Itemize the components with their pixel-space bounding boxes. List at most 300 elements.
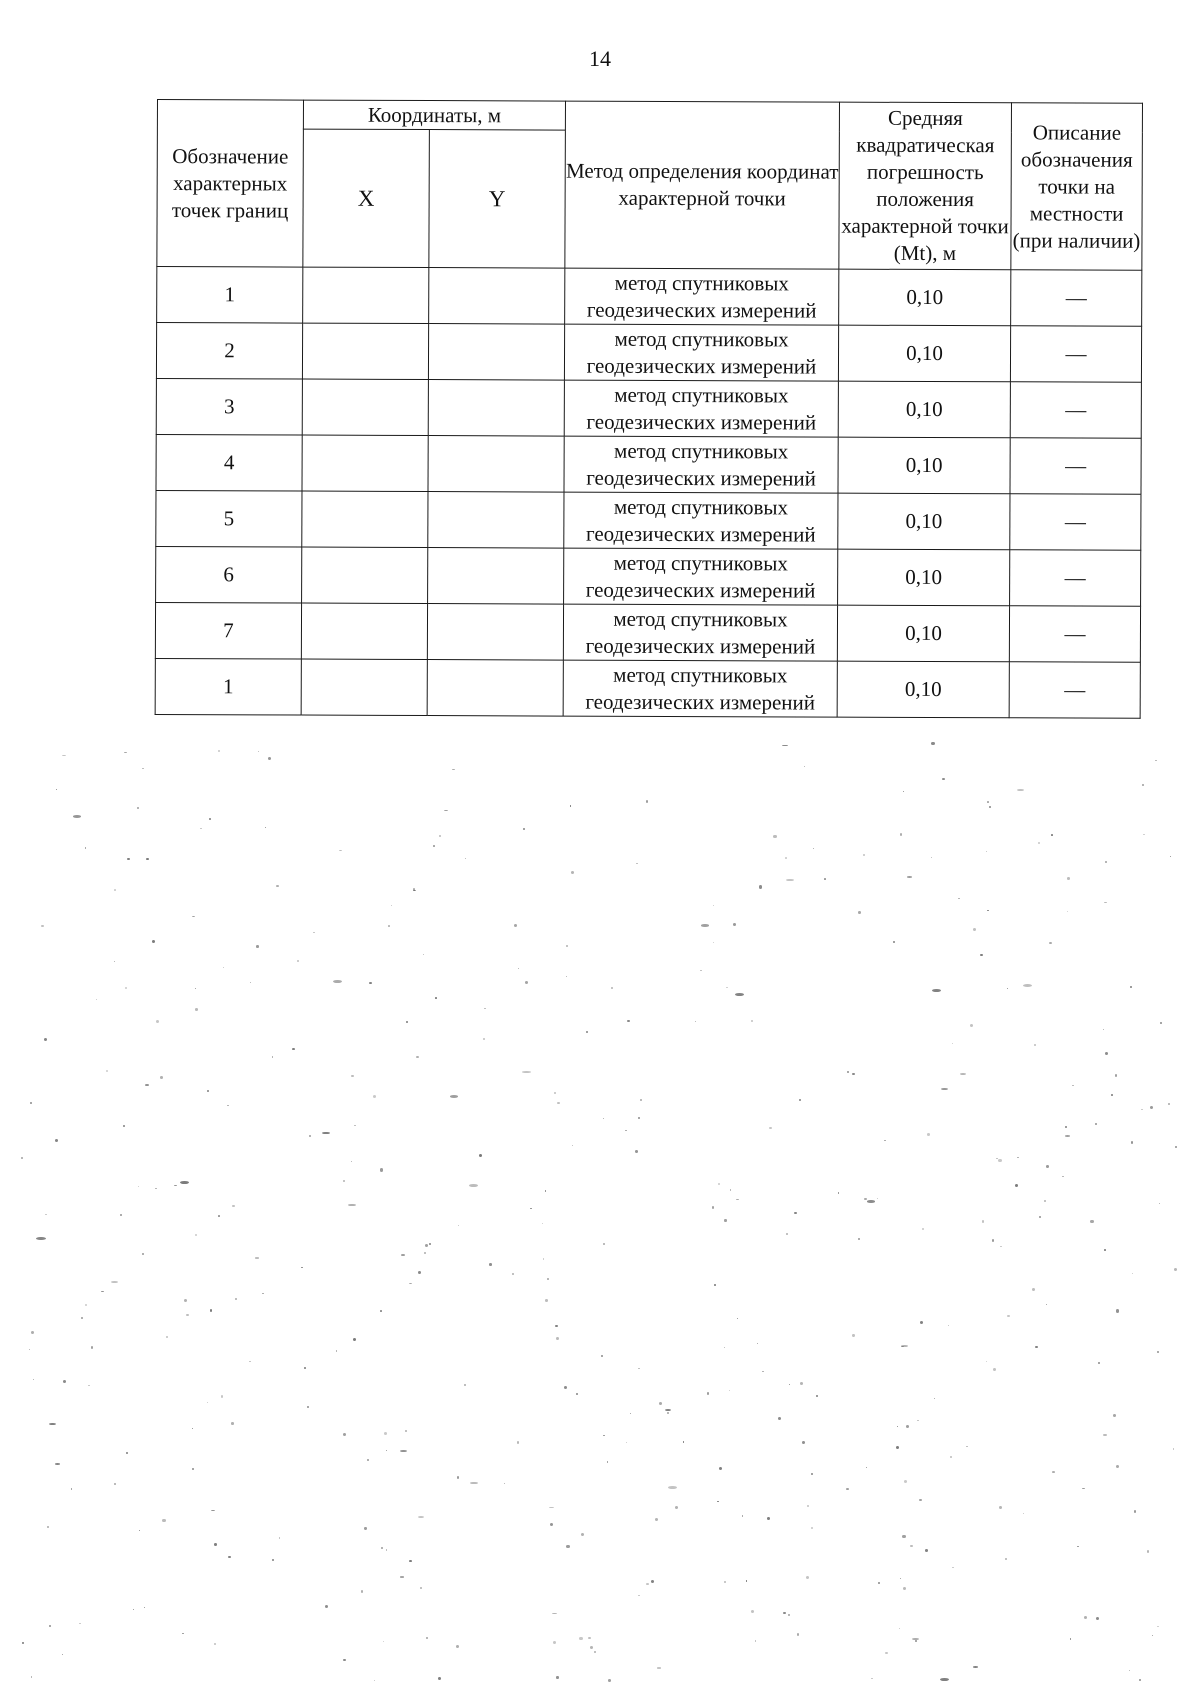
cell-accuracy: 0,10 [838,549,1010,606]
scan-speck [1000,1246,1002,1247]
scan-speck [751,1610,754,1613]
scan-speck [152,940,155,943]
scan-speck [192,1428,194,1429]
scan-speck [268,757,271,760]
scan-speck [1023,984,1033,987]
scan-speck [730,1189,732,1191]
cell-description: — [1009,662,1140,719]
scan-speck [920,1321,923,1324]
scan-speck [33,1379,34,1380]
scan-speck [626,1442,627,1443]
scan-speck [885,1652,888,1655]
scan-speck [255,1257,259,1258]
scan-speck [406,1021,408,1023]
scan-speck [932,989,941,992]
scan-speck [322,1132,330,1135]
scan-speck [250,982,251,983]
scan-speck [786,1233,788,1235]
scan-speck [336,1350,338,1352]
scan-speck [272,1559,274,1561]
scan-speck [400,1450,407,1452]
scan-speck [651,1580,654,1583]
scan-speck [512,1273,514,1275]
scan-speck [1044,1200,1046,1202]
scan-speck [49,1625,51,1627]
scan-speck [903,791,904,792]
scan-speck [85,1304,88,1307]
scan-speck [1023,1513,1025,1515]
scan-speck [640,1099,642,1101]
scan-speck [1168,1103,1170,1105]
scan-speck [1098,1362,1100,1364]
scan-speck [235,1298,237,1300]
scan-speck [871,1678,873,1680]
scan-speck [211,1510,216,1512]
cell-y [427,604,563,661]
scan-speck [813,848,815,850]
scan-speck [659,1402,662,1405]
scan-speck [369,982,372,984]
cell-point: 3 [156,378,302,435]
scan-speck [907,876,913,878]
scan-speck [566,945,568,947]
scan-speck [1065,1135,1070,1137]
scan-speck [657,1667,661,1669]
scan-speck [1105,1052,1108,1055]
scan-speck [735,993,744,996]
scan-speck [950,1456,952,1458]
cell-y [429,268,565,325]
header-method: Метод определения координат характерной точки [565,101,840,269]
scan-speck [992,1239,995,1242]
scan-speck [1113,1414,1116,1417]
scan-speck [142,1253,144,1255]
scan-speck [145,1084,148,1086]
scan-speck [993,1368,996,1371]
scan-speck [571,871,574,874]
scan-speck [155,1188,157,1189]
scan-speck [1035,1346,1038,1349]
scan-speck [479,1154,482,1157]
header-coordinates: Координаты, м [303,100,565,130]
cell-y [427,660,563,717]
scan-speck [922,1228,924,1230]
scan-speck [712,1206,715,1209]
cell-description: — [1010,550,1141,607]
scan-speck [940,1678,949,1681]
scan-speck [469,1184,479,1187]
scan-speck [746,1580,748,1582]
scan-speck [838,1192,840,1194]
scan-speck [1095,1123,1097,1125]
scan-speck [973,1666,978,1668]
scan-speck [218,750,220,752]
scan-speck [106,1070,108,1072]
table-row [156,434,1141,494]
scan-speck [85,847,87,849]
scan-speck [1096,1617,1099,1620]
scan-speck [162,1519,165,1522]
scan-speck [1065,1126,1067,1128]
cell-point: 5 [156,490,302,547]
cell-method: метод спутниковых геодезических измерений [564,492,838,549]
scan-speck [1175,1146,1177,1148]
scan-speck [114,1483,116,1485]
scan-speck [987,801,989,803]
header-accuracy: Средняя квадратическая погрешность положения характерной точки (Mt), м [839,102,1012,270]
scan-speck [545,1299,548,1302]
scan-speck [1134,1510,1137,1513]
scan-speck [958,898,959,899]
scan-speck [174,1185,177,1187]
scan-speck [553,1641,556,1644]
scan-speck [31,1676,33,1678]
scan-speck [586,1031,589,1034]
scan-speck [778,1417,781,1420]
scan-speck [646,1583,649,1585]
scan-speck [405,1430,407,1432]
scan-speck [713,942,714,943]
scan-speck [62,1654,63,1655]
scan-speck [948,1325,949,1326]
scan-speck [184,1299,187,1302]
scan-speck [514,924,517,927]
header-point-label: Обозначение характерных точек границ [157,100,304,268]
scan-speck [588,1637,591,1639]
scan-speck [124,752,126,753]
scan-speck [160,1076,163,1079]
scan-speck [1015,1184,1018,1187]
scan-speck [636,863,638,865]
scan-speck [272,1056,274,1058]
scan-speck [1131,1141,1134,1144]
scan-speck [1046,1304,1047,1305]
scan-speck [343,1180,345,1182]
scan-speck [120,1214,122,1216]
cell-accuracy: 0,10 [839,269,1011,326]
scan-speck [195,1008,198,1011]
scan-speck [1157,1626,1160,1628]
scan-speck [884,1140,886,1141]
scan-speck [343,1433,346,1436]
scan-speck [258,751,259,752]
scan-speck [391,905,393,907]
scan-speck [788,1614,789,1615]
scan-speck [576,1393,578,1395]
scan-speck [601,1355,603,1357]
scan-speck [800,1382,803,1385]
scan-speck [1007,988,1009,989]
scan-speck [517,1441,520,1444]
scan-speck [1139,1679,1141,1681]
scan-speck [423,954,424,955]
scan-speck [683,1441,684,1442]
scan-speck [79,1623,80,1624]
scan-speck [987,910,989,912]
scan-speck [279,1537,281,1539]
scan-speck [126,1452,128,1454]
cell-x [302,547,428,603]
scan-speck [1104,1249,1106,1251]
scan-speck [307,1406,309,1408]
scan-speck [665,1409,672,1411]
cell-method: метод спутниковых геодезических измерений [564,436,838,493]
scan-speck [276,885,279,887]
scan-speck [210,1309,213,1312]
scan-speck [182,1633,184,1634]
scan-speck [297,960,299,962]
scan-speck [1111,1094,1113,1096]
scan-speck [786,879,794,882]
scan-speck [63,1380,66,1383]
scan-speck [138,1186,139,1187]
scan-speck [931,742,934,745]
scan-speck [522,1071,532,1073]
scan-speck [166,1336,168,1338]
scan-speck [713,905,714,906]
cell-point: 1 [155,658,301,715]
scan-speck [1143,834,1146,836]
scan-speck [1157,1351,1159,1353]
scan-speck [896,1446,899,1449]
scan-speck [439,835,441,837]
scan-speck [409,1560,412,1562]
scan-speck [1005,1558,1007,1560]
scan-speck [552,1613,557,1614]
scan-speck [137,807,139,809]
scan-speck [1077,1546,1079,1547]
scan-speck [572,1145,573,1146]
scan-speck [797,1633,800,1636]
table-row [157,267,1142,327]
scan-speck [1067,877,1070,880]
scan-speck [367,1459,369,1461]
scan-speck [301,1267,303,1269]
scan-speck [464,1384,466,1386]
cell-description: — [1010,382,1141,439]
scan-speck [902,1535,905,1538]
scan-speck [701,924,708,926]
scan-speck [866,1467,867,1468]
scan-speck [973,928,976,931]
scan-speck [231,1422,234,1425]
cell-method: метод спутниковых геодезических измерений [563,660,837,717]
scan-speck [811,1473,814,1476]
scan-speck [769,1127,771,1129]
scan-speck [1104,902,1107,904]
scan-speck [384,1432,387,1435]
scan-speck [313,932,315,934]
scan-speck [646,800,649,803]
table-row [155,602,1140,662]
scan-speck [21,1157,23,1159]
scan-speck [603,1118,604,1119]
scan-speck [897,1426,898,1427]
scan-speck [424,1252,427,1255]
scan-speck [785,857,787,859]
scan-speck [742,1515,744,1517]
scan-speck [724,1219,726,1221]
cell-y [428,324,564,381]
scan-speck [29,1349,30,1350]
scan-speck [523,828,526,831]
scan-speck [608,1679,611,1682]
scan-speck [49,1423,56,1425]
table-row [155,658,1140,718]
scan-speck [465,858,466,859]
table-row [156,378,1141,438]
scan-speck [668,1486,677,1489]
scan-speck [675,1506,678,1509]
scan-speck [221,1395,224,1398]
scan-speck [590,1646,593,1649]
cell-x [301,659,427,715]
scan-speck [724,1347,725,1348]
scan-speck [265,827,266,828]
scan-speck [635,1150,638,1153]
scan-speck [1067,911,1068,912]
scan-speck [207,1090,209,1092]
scan-speck [518,968,519,969]
scan-speck [416,1056,419,1058]
scan-speck [400,1576,404,1577]
scan-speck [989,806,991,808]
cell-point: 7 [155,602,301,659]
scan-speck [707,1392,709,1394]
cell-description: — [1009,606,1140,663]
scan-speck [227,1105,228,1106]
scan-speck [351,1075,354,1078]
scan-speck [900,833,902,835]
cell-description: — [1010,438,1141,495]
scan-speck [556,1337,559,1340]
scan-speck [915,1640,917,1642]
scan-speck [195,988,196,989]
scan-speck [1130,986,1132,988]
scan-speck [262,1293,264,1295]
scan-speck [1007,1315,1009,1317]
scan-speck [581,1533,584,1536]
scan-speck [931,857,932,858]
scan-speck [73,815,82,818]
scan-speck [214,1543,217,1546]
cell-accuracy: 0,10 [838,381,1010,438]
scan-speck [232,1205,235,1208]
cell-accuracy: 0,10 [837,605,1009,662]
scan-speck [733,923,736,926]
scan-speck [807,1505,809,1507]
scan-speck [751,1020,753,1022]
cell-x [303,267,429,323]
cell-description: — [1010,326,1141,383]
scan-speck [638,1595,639,1596]
cell-description: — [1011,270,1142,327]
scan-speck [893,941,895,943]
scan-speck [114,961,115,962]
scan-speck [223,967,224,968]
scan-speck [986,1361,987,1362]
scan-speck [386,1450,387,1451]
cell-point: 6 [156,546,302,603]
scan-speck [1039,1216,1041,1218]
scan-speck [952,1043,953,1044]
scan-speck [1072,1085,1073,1086]
scan-speck [249,1361,251,1362]
scan-speck [603,1435,605,1437]
scan-speck [806,1576,809,1579]
boundary-points-table [155,99,1143,719]
scan-speck [304,1367,306,1369]
scan-speck [655,1518,658,1521]
scan-speck [444,810,448,811]
scan-speck [1150,1106,1153,1109]
cell-accuracy: 0,10 [838,325,1010,382]
cell-method: метод спутниковых геодезических измерений [563,604,837,661]
scan-speck [557,1102,560,1104]
scan-speck [900,1578,901,1579]
scan-speck [383,1641,385,1643]
scan-speck [556,1676,558,1678]
scan-speck [966,1446,968,1448]
scan-speck [999,1506,1002,1509]
scan-speck [452,769,455,771]
scan-speck [867,1200,875,1203]
scan-speck [228,1556,231,1559]
scan-speck [627,1020,630,1023]
scan-speck [343,1659,346,1662]
scan-speck [114,889,116,891]
scan-speck [309,1135,311,1137]
scan-speck [1141,1109,1143,1111]
scan-speck [816,1395,818,1397]
scan-speck [1159,1203,1160,1204]
scan-speck [1084,1616,1087,1619]
scan-speck [62,755,66,756]
scan-speck [858,911,861,914]
scan-speck [144,1607,145,1608]
scan-speck [364,1527,366,1529]
scan-speck [1129,1670,1131,1672]
scan-speck [863,854,865,856]
scan-speck [919,1499,922,1502]
scan-speck [726,987,729,989]
scan-speck [566,1545,569,1548]
scan-speck [910,1545,912,1547]
scan-speck [762,1371,763,1372]
scan-speck [607,1461,609,1463]
scan-speck [55,1139,58,1142]
scan-speck [877,1198,878,1199]
scan-speck [195,1234,197,1236]
scan-speck [549,1507,554,1509]
scan-speck [736,1199,739,1201]
scan-speck [30,1102,32,1104]
scan-speck [846,1488,849,1490]
scan-speck [1142,784,1144,786]
scan-speck [724,1581,726,1583]
scan-speck [570,805,572,807]
scan-speck [146,858,149,860]
scan-speck [1062,1176,1063,1177]
scan-speck [530,1208,532,1209]
scan-speck [489,1263,492,1266]
scan-speck [729,1390,730,1391]
scan-speck [470,1482,478,1485]
scan-speck [139,1530,140,1531]
table-body [155,267,1142,719]
scan-speck [458,1225,459,1226]
cell-point: 2 [156,323,302,380]
